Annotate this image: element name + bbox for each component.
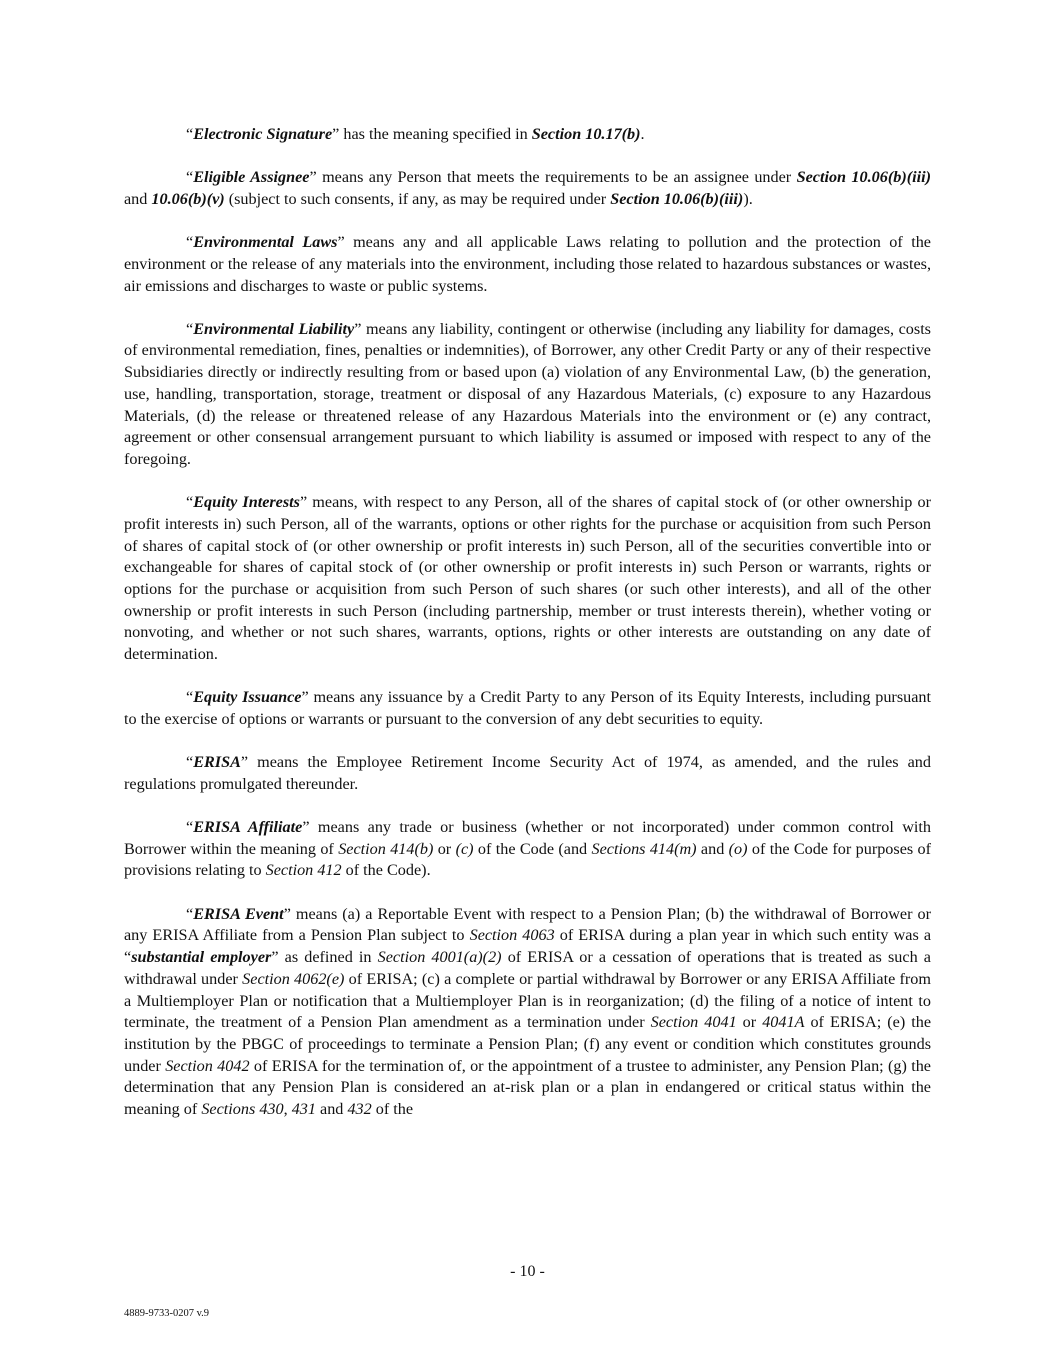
definition-text: “ (186, 319, 194, 338)
definition-text: ” as defined in (271, 948, 378, 967)
definition-erisa-affiliate (124, 817, 931, 882)
definition-text: “ (186, 904, 194, 923)
definition-text: (subject to such consents, if any, as may be required under (224, 189, 611, 208)
document-body (124, 124, 931, 1121)
definition-text: of ERISA; (c) a complete or partial withdrawal by Borrower or any ERISA Affiliate from a Multiemployer Plan or notification that a Multiemployer Plan is in reorganization; (d) the filing of a notice of intent to terminate, the treatment of a Pension Plan amendment as a termination under (124, 969, 931, 1032)
definition-erisa (124, 752, 931, 795)
definition-text: of the Code (and (473, 839, 592, 858)
section-reference: Section 4062(e) (242, 969, 345, 988)
definition-electronic-signature (124, 124, 931, 146)
definition-environmental-liability (124, 319, 931, 471)
definition-text: or (433, 839, 456, 858)
definition-text: “ (186, 688, 194, 707)
defined-term: Electronic Signature (193, 125, 333, 143)
section-reference: (c) (455, 839, 474, 858)
definition-text: “ (186, 233, 194, 252)
definition-text: of ERISA during a plan year in which such entity was a “ (124, 926, 932, 967)
emphasized-reference: 10.06(b)(v) (151, 189, 225, 208)
emphasized-reference: Section 10.17(b) (531, 125, 641, 143)
defined-term: Environmental Laws (193, 233, 338, 252)
definition-erisa-event (124, 904, 931, 1121)
definition-text: and (315, 1100, 348, 1119)
section-reference: Section 4001(a)(2) (377, 948, 502, 967)
defined-term: ERISA Affiliate (193, 818, 303, 837)
emphasized-reference: substantial employer (131, 948, 272, 967)
definition-text: and (696, 839, 729, 858)
definition-environmental-laws (124, 232, 931, 297)
document-id: 4889-9733-0207 v.9 (124, 1308, 210, 1319)
emphasized-reference: Section 10.06(b)(iii) (610, 189, 744, 208)
emphasized-reference: Section 10.06(b)(iii) (796, 168, 931, 187)
definition-equity-issuance (124, 687, 931, 730)
definition-text: “ (186, 753, 194, 772)
definition-text: ” means any Person that meets the requirements to be an assignee under (309, 168, 797, 187)
definition-equity-interests (124, 492, 931, 666)
definition-text: ” means any trade or business (whether or not incorporated) under common control with Borrower within the meaning of (124, 818, 931, 858)
definition-text: . (640, 125, 645, 143)
definition-text: ” means any and all applicable Laws relating to pollution and the protection of the environment or the release of any materials into the environment, including those related to hazardous substances or wastes, air emissions and discharges to waste or public systems. (124, 233, 931, 295)
definition-text: or (736, 1013, 763, 1032)
definition-text: “ (186, 818, 194, 837)
section-reference: Section 4041 (650, 1013, 737, 1032)
section-reference: 4041A (762, 1013, 805, 1032)
definition-text: of ERISA for the termination of, or the appointment of a trustee to administer, any Pension Plan; (g) the determination that any Pension Plan is considered an at-risk plan or a plan in endangered or critical status within the meaning of (124, 1056, 931, 1119)
section-reference: (o) (728, 839, 748, 858)
definition-text: ” means (a) a Reportable Event with respect to a Pension Plan; (b) the withdrawal of Borrower or any ERISA Affiliate from a Pension Plan subject to (124, 904, 931, 945)
section-reference: Sections 430 (201, 1100, 284, 1119)
definition-text: “ (186, 493, 194, 512)
section-reference: 431 (291, 1100, 316, 1119)
page-number: - 10 - (510, 1263, 545, 1280)
section-reference: Section 4042 (165, 1056, 250, 1075)
definition-text: and (124, 189, 152, 208)
section-reference: Section 412 (265, 861, 342, 880)
defined-term: Equity Interests (193, 493, 300, 512)
definition-text: ” means, with respect to any Person, all of the shares of capital stock of (or other ownership or profit interests in) such Person, all of the warrants, options or other rights for the purchase or acquisition from such Person of shares of capital stock of (or other ownership or profit interests in) such Person, all of the securities convertible into or exchangeable for shares of capital stock of (or other ownership or profit interests in) such Person or warrants, rights or options for the purchase or acquisition from such Person of such shares (or such other interests), and all of the other ownership or profit interests in such Person (including partnership, member or trust interests therein), whether voting or nonvoting, and whether or not such shares, warrants, options, rights or other interests are outstanding on any date of determination. (124, 493, 931, 664)
definition-text: “ (186, 125, 194, 143)
definition-text: ” means any liability, contingent or otherwise (including any liability for damages, costs of environmental remediation, fines, penalties or indemnities), of Borrower, any other Credit Party or any of their respective Subsidiaries directly or indirectly resulting from or based upon (a) violation of any Environmental Law, (b) the generation, use, handling, transportation, storage, treatment or disposal of any Hazardous Materials, (c) exposure to any Hazardous Materials, (d) the release or threatened release of any Hazardous Materials into the environment or (e) any contract, agreement or other consensual arrangement pursuant to which liability is assumed or imposed with respect to any of the foregoing. (124, 319, 931, 468)
definition-text: ). (743, 189, 753, 208)
definition-text: of ERISA or a cessation of operations that is treated as such a withdrawal under (124, 948, 931, 988)
defined-term: Environmental Liability (193, 319, 355, 338)
section-reference: Section 4063 (469, 926, 555, 945)
section-reference: Sections 414(m) (591, 839, 697, 858)
definition-eligible-assignee (124, 167, 931, 210)
defined-term: ERISA Event (193, 904, 284, 923)
definition-text: of the Code for purposes of provisions relating to (124, 839, 932, 880)
defined-term: ERISA (193, 753, 241, 772)
defined-term: Equity Issuance (193, 688, 302, 707)
definition-text: of the Code). (341, 861, 431, 880)
definition-text: “ (186, 168, 194, 187)
definition-text: ” means any issuance by a Credit Party to any Person of its Equity Interests, including pursuant to the exercise of options or warrants or pursuant to the conversion of any debt securities to equity. (124, 688, 931, 728)
defined-term: Eligible Assignee (193, 168, 310, 187)
definition-text: ” means the Employee Retirement Income Security Act of 1974, as amended, and the rules and regulations promulgated thereunder. (124, 753, 931, 793)
definition-text: , (283, 1100, 292, 1119)
definition-text: of the (371, 1100, 414, 1119)
definition-text: of ERISA; (e) the institution by the PBGC of proceedings to terminate a Pension Plan; (f) any event or condition which constitutes grounds under (124, 1013, 932, 1075)
section-reference: 432 (347, 1100, 372, 1119)
definition-text: ” has the meaning specified in (332, 125, 532, 143)
section-reference: Section 414(b) (338, 839, 434, 858)
